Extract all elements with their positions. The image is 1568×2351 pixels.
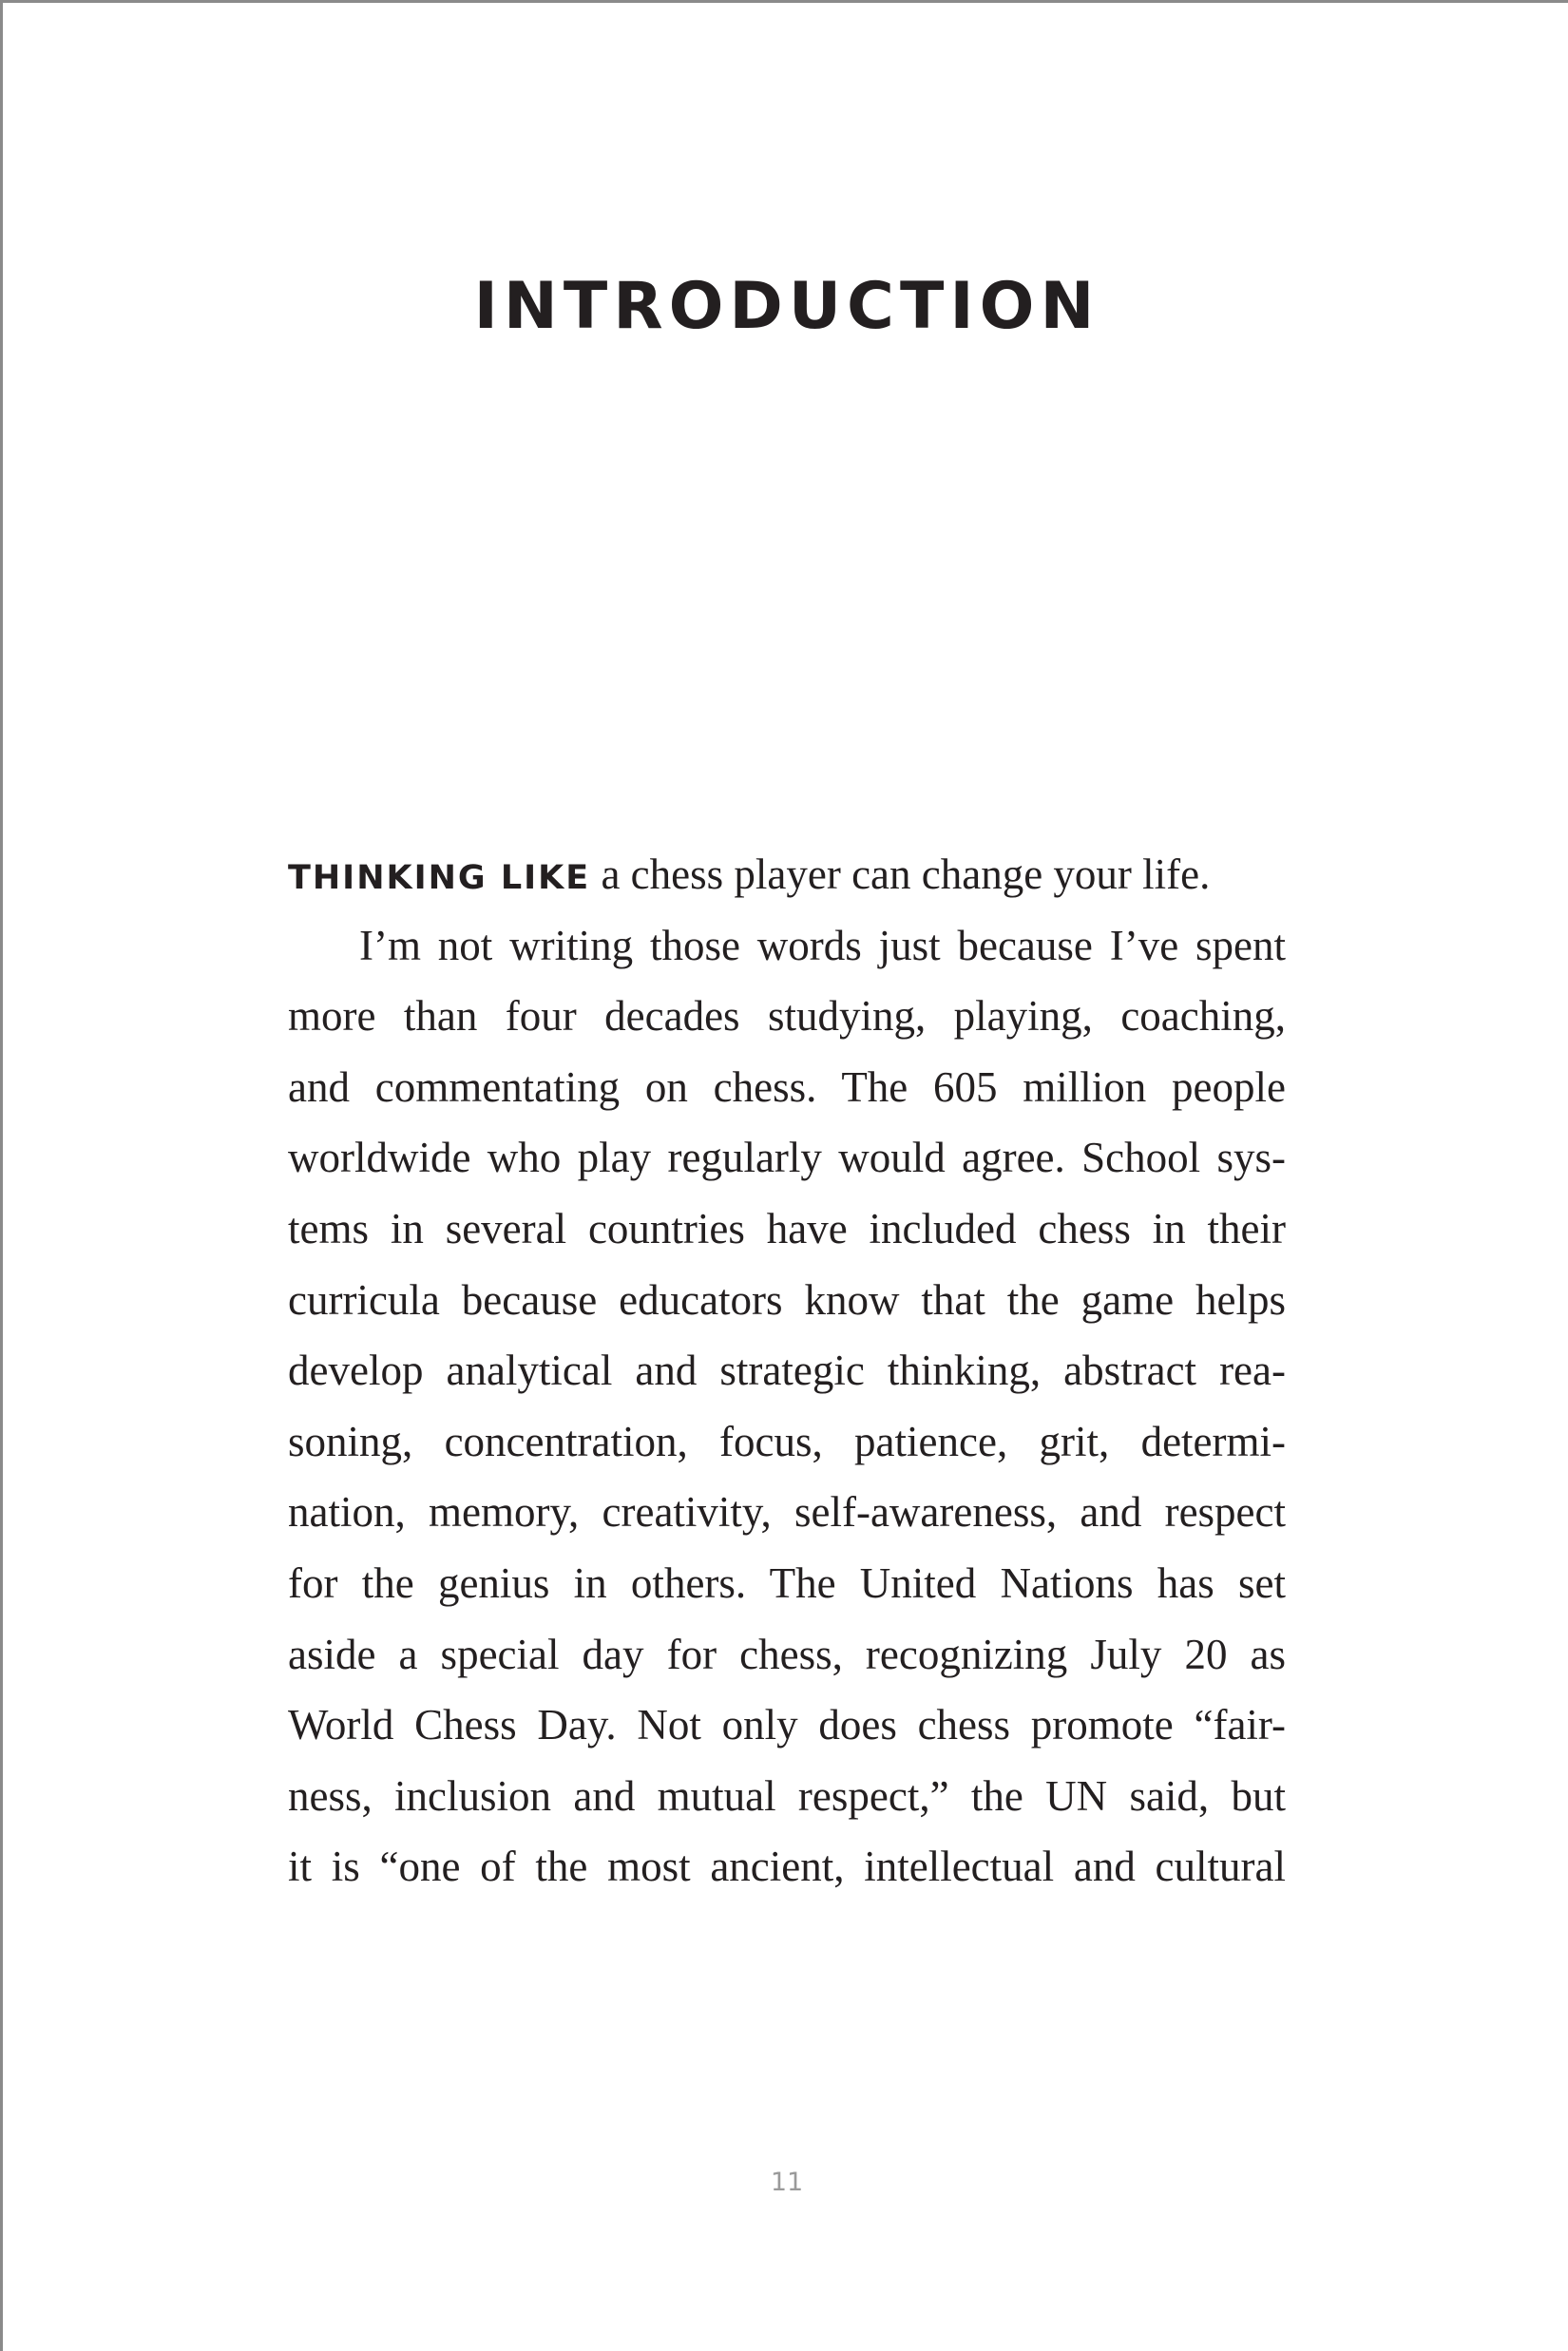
- body-line: curricula because educators know that the game helps: [288, 1275, 1286, 1324]
- body-line: develop analytical and strategic thinking, abstract rea-: [288, 1347, 1286, 1395]
- lead-in: THINKING LIKE: [288, 859, 591, 897]
- body-line: nation, memory, creativity, self-awareness, and respect: [288, 1488, 1286, 1537]
- body-line: for the genius in others. The United Nations has set: [288, 1558, 1286, 1607]
- body-text: [288, 839, 1286, 1902]
- body-line: World Chess Day. Not only does chess promote “fair-: [288, 1701, 1286, 1749]
- body-line: aside a special day for chess, recognizing July 20 as: [288, 1630, 1286, 1678]
- body-line: I’m not writing those words just because I’ve spent: [359, 921, 1286, 969]
- body-line: tems in several countries have included chess in their: [288, 1204, 1286, 1252]
- body-line: ness, inclusion and mutual respect,” the UN said, but: [288, 1771, 1286, 1820]
- body-line: worldwide who play regularly would agree. School sys-: [288, 1134, 1286, 1182]
- body-line: it is “one of the most ancient, intellectual and cultural: [288, 1843, 1286, 1891]
- body-line: and commentating on chess. The 605 million people: [288, 1062, 1286, 1111]
- first-line-text: a chess player can change your life.: [590, 851, 1211, 898]
- body-line: more than four decades studying, playing, coaching,: [288, 992, 1286, 1041]
- chapter-title: INTRODUCTION: [473, 269, 1100, 344]
- body-line-first: [288, 839, 1286, 910]
- page-number: 11: [770, 2168, 804, 2197]
- body-line: soning, concentration, focus, patience, grit, determi-: [288, 1417, 1286, 1465]
